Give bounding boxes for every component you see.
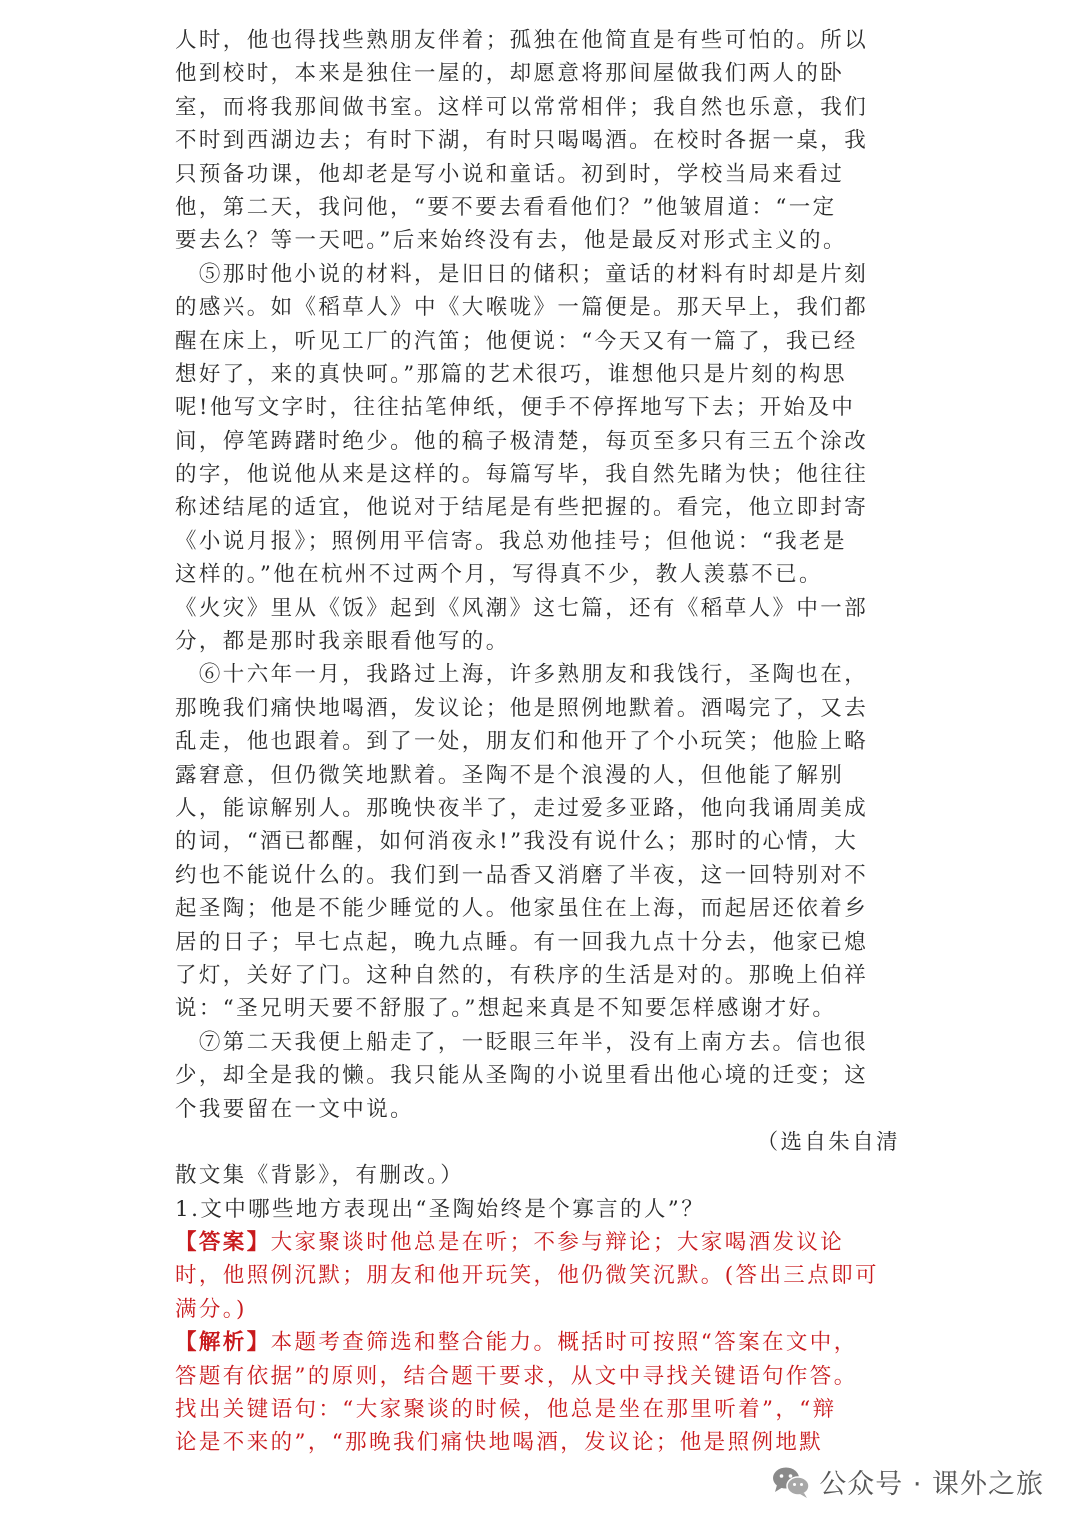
answer-tag: 【答案】 <box>175 1230 271 1256</box>
answer-line <box>175 1226 900 1259</box>
watermark-label: 公众号 · 课外之旅 <box>819 1469 1044 1500</box>
body-line: 分，都是那时我亲眼看他写的。 <box>175 629 510 655</box>
body-line: 人时，他也得找些熟朋友伴着；孤独在他简直是有些可怕的。所以 <box>175 28 869 53</box>
body-line: 《小说月报》；照例用平信寄。我总劝他挂号；但他说：“我老是 <box>175 528 847 554</box>
body-line: 想好了，来的真快呵。”那篇的艺术很巧，谁想他只是片刻的构思 <box>175 361 847 387</box>
body-line: 要去么？等一天吧。”后来始终没有去，他是最反对形式主义的。 <box>175 228 847 254</box>
body-line: 少，却全是我的懒。我只能从圣陶的小说里看出他心境的迁变；这 <box>175 1063 869 1089</box>
source-line-1: （选自朱自清 <box>756 1129 900 1155</box>
body-line: 他到校时，本来是独住一屋的，却愿意将那间屋做我们两人的卧 <box>175 61 845 87</box>
body-line: 醒在床上，听见工厂的汽笛；他便说：“今天又有一篇了，我已经 <box>175 328 858 354</box>
body-line: 《火灾》里从《饭》起到《风潮》这七篇，还有《稻草人》中一部 <box>175 595 869 621</box>
body-line: 了灯，关好了门。这种自然的，有秩序的生活是对的。那晚上伯祥 <box>175 962 869 988</box>
analysis-line: 找出关键语句：“大家聚谈的时候，他总是坐在那里听着”，“辩 <box>175 1397 837 1423</box>
analysis-text: 本题考查筛选和整合能力。概括时可按照“答案在文中， <box>270 1330 858 1356</box>
analysis-block <box>175 1326 900 1460</box>
body-line: 不时到西湖边去；有时下湖，有时只喝喝酒。在校时各据一桌，我 <box>175 128 869 154</box>
body-line: ⑦第二天我便上船走了，一眨眼三年半，没有上南方去。信也很 <box>175 1029 869 1055</box>
analysis-line: 论是不来的”，“那晚我们痛快地喝酒，发议论；他是照例地默 <box>175 1430 824 1456</box>
wechat-icon <box>771 1465 811 1499</box>
body-line: 称述结尾的适宜，他说对于结尾是有些把握的。看完，他立即封寄 <box>175 495 869 521</box>
body-line: 的字，他说他从来是这样的。每篇写毕，我自然先睹为快；他往往 <box>175 462 869 488</box>
body-line: 室，而将我那间做书室。这样可以常常相伴；我自然也乐意，我们 <box>175 94 869 120</box>
question-text: 1.文中哪些地方表现出“圣陶始终是个寡言的人”？ <box>175 1196 706 1222</box>
body-line: 他，第二天，我问他，“要不要去看看他们？”他皱眉道：“一定 <box>175 194 837 220</box>
article-body <box>175 24 900 1126</box>
body-line: 这样的。”他在杭州不过两个月，写得真不少，教人羡慕不已。 <box>175 562 823 588</box>
wechat-watermark <box>771 1462 1044 1501</box>
body-line: 乱走，他也跟着。到了一处，朋友们和他开了个小玩笑；他脸上略 <box>175 729 869 755</box>
body-line: 居的日子；早七点起，晚九点睡。有一回我九点十分去，他家已熄 <box>175 929 869 955</box>
body-line: 说：“圣兄明天要不舒服了。”想起来真是不知要怎样感谢才好。 <box>175 996 837 1022</box>
body-line: ⑤那时他小说的材料，是旧日的储积；童话的材料有时却是片刻 <box>175 261 869 287</box>
answer-line: 时，他照例沉默；朋友和他开玩笑，他仍微笑沉默。(答出三点即可 <box>175 1263 879 1289</box>
answer-text: 大家聚谈时他总是在听；不参与辩论；大家喝酒发议论 <box>270 1230 845 1256</box>
body-line: 起圣陶；他是不能少睡觉的人。他家虽住在上海，而起居还依着乡 <box>175 896 869 922</box>
analysis-tag: 【解析】 <box>175 1330 271 1356</box>
article-page <box>175 24 900 1460</box>
body-line: 那晚我们痛快地喝酒，发议论；他是照例地默着。酒喝完了，又去 <box>175 695 869 721</box>
body-line: 的感兴。如《稻草人》中《大喉咙》一篇便是。那天早上，我们都 <box>175 295 869 321</box>
body-line: 约也不能说什么的。我们到一品香又消磨了半夜，这一回特别对不 <box>175 862 869 888</box>
body-line: 间，停笔踌躇时绝少。他的稿子极清楚，每页至多只有三五个涂改 <box>175 428 869 454</box>
analysis-line: 答题有依据”的原则，结合题干要求，从文中寻找关键语句作答。 <box>175 1363 858 1389</box>
body-line: 露窘意，但仍微笑地默着。圣陶不是个浪漫的人，但他能了解别 <box>175 762 845 788</box>
answer-block <box>175 1226 900 1326</box>
body-line: 的词，“酒已都醒，如何消夜永!”我没有说什么；那时的心情，大 <box>175 829 859 855</box>
body-line: 人，能谅解别人。那晚快夜半了，走过爱多亚路，他向我诵周美成 <box>175 795 869 821</box>
answer-line: 满分。) <box>175 1296 247 1322</box>
source-line-2: 散文集《背影》，有删改。） <box>175 1163 465 1189</box>
analysis-line <box>175 1326 900 1359</box>
body-line: 个我要留在一文中说。 <box>175 1096 415 1122</box>
body-line: 呢!他写文字时，往往拈笔伸纸，便手不停挥地写下去；开始及中 <box>175 395 856 421</box>
body-line: ⑥十六年一月，我路过上海，许多熟朋友和我饯行，圣陶也在， <box>175 662 869 688</box>
body-line: 只预备功课，他却老是写小说和童话。初到时，学校当局来看过 <box>175 161 845 187</box>
